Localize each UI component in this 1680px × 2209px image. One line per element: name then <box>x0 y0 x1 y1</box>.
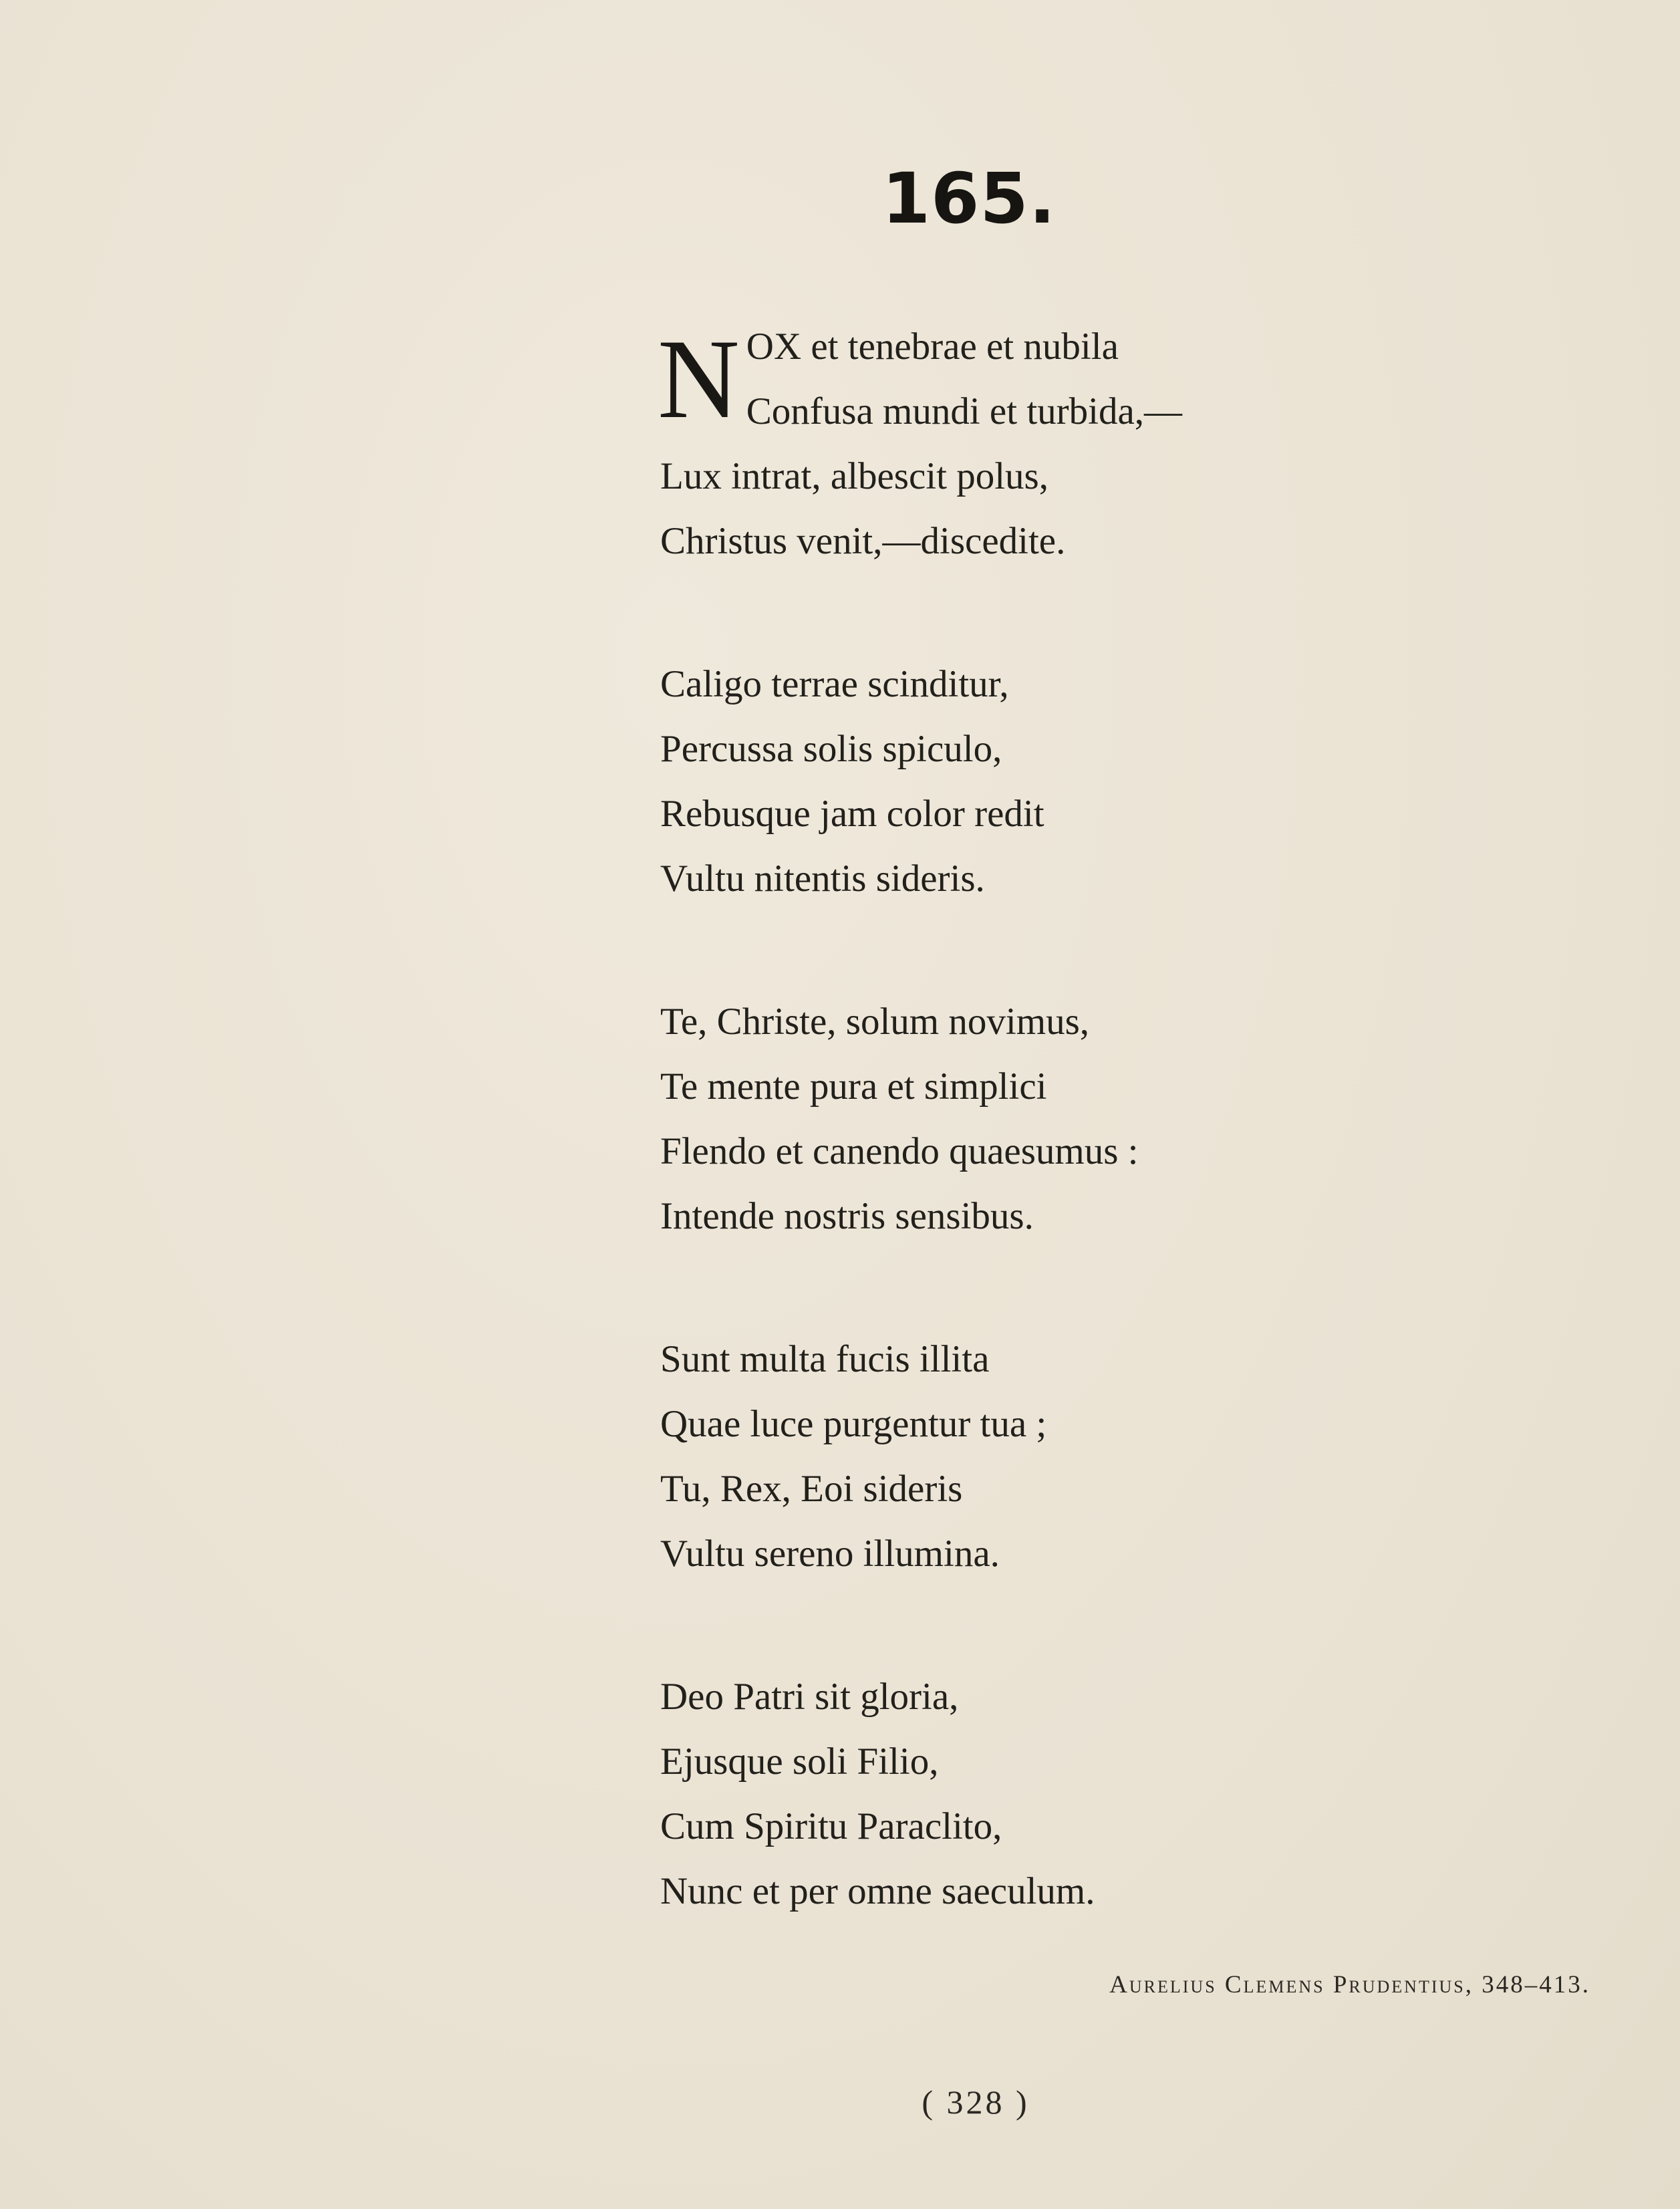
poem-line: Deo Patri sit gloria, <box>660 1676 959 1718</box>
author-attribution: Aurelius Clemens Prudentius, 348–413. <box>1109 1971 1590 1998</box>
poem-line: Rebusque jam color redit <box>660 793 1044 835</box>
poem-line: Vultu nitentis sideris. <box>660 858 985 900</box>
poem-line: Caligo terrae scinditur, <box>660 663 1009 705</box>
poem-line: Tu, Rex, Eoi sideris <box>660 1468 963 1510</box>
poem-line: Intende nostris sensibus. <box>660 1195 1034 1237</box>
poem-line: Flendo et canendo quaesumus : <box>660 1130 1139 1172</box>
poem-line: Ejusque soli Filio, <box>660 1740 939 1783</box>
poem-line: Lux intrat, albescit polus, <box>660 455 1048 497</box>
poem-line: Christus venit,—discedite. <box>660 520 1066 562</box>
poem-line: Confusa mundi et turbida,— <box>746 390 1183 432</box>
poem-line: Nunc et per omne saeculum. <box>660 1870 1095 1912</box>
poem-line: Te, Christe, solum novimus, <box>660 1001 1090 1043</box>
poem-line: OX et tenebrae et nubila <box>746 326 1119 368</box>
stanza-4 <box>660 1327 1529 1586</box>
poem-line: Percussa solis spiculo, <box>660 728 1002 770</box>
poem <box>660 314 1529 1924</box>
stanza-1 <box>660 314 1529 573</box>
poem-line: Quae luce purgentur tua ; <box>660 1403 1047 1445</box>
poem-line: Cum Spiritu Paraclito, <box>660 1805 1002 1847</box>
hymn-number: 165. <box>881 158 1057 239</box>
page-number: ( 328 ) <box>922 2083 1030 2121</box>
stanza-3 <box>660 989 1529 1249</box>
poem-line: Sunt multa fucis illita <box>660 1338 990 1380</box>
poem-line: Vultu sereno illumina. <box>660 1533 1000 1575</box>
stanza-5 <box>660 1664 1529 1924</box>
drop-cap: N <box>658 316 740 442</box>
stanza-2 <box>660 652 1529 911</box>
poem-line: Te mente pura et simplici <box>660 1065 1047 1108</box>
